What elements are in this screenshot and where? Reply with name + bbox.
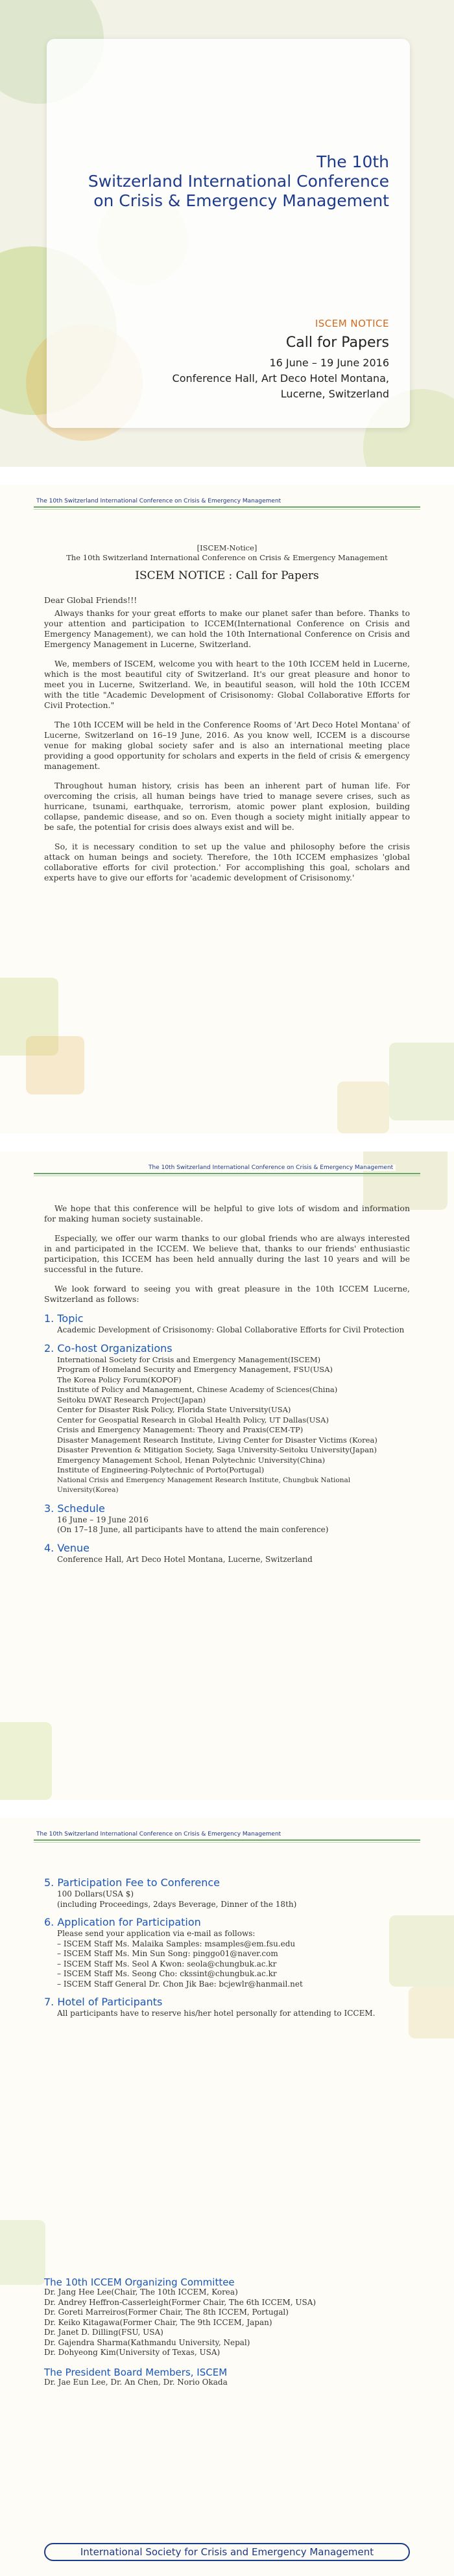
cohost-item: Disaster Management Research Institute, Living Center for Disaster Victims (Korea)	[57, 1435, 377, 1445]
header-text: The 10th Switzerland International Conference on Crisis & Emergency Management	[34, 498, 283, 504]
notice-tag	[44, 543, 410, 563]
cohost-item: Center for Geospatial Research in Global Health Policy, UT Dallas(USA)	[57, 1415, 329, 1424]
committee-member: Dr. Dohyeong Kim(University of Texas, USA)	[44, 2348, 221, 2357]
notice-heading: ISCEM NOTICE : Call for Papers	[135, 569, 319, 582]
staff-contact: – ISCEM Staff General Dr. Chon Jik Bae: bcjewlr@hanmail.net	[57, 1979, 303, 1989]
committee-member: Dr. Andrey Heffron-Casserleigh(Former Chair, The 6th ICCEM, USA)	[44, 2297, 317, 2307]
header-text: The 10th Switzerland International Conference on Crisis & Emergency Management	[146, 1164, 396, 1171]
cohost-item: Disaster Prevention & Mitigation Society, Saga University-Seitoku University(Japan)	[57, 1445, 377, 1454]
staff-contact: – ISCEM Staff Ms. Seong Cho: ckssint@chungbuk.ac.kr	[57, 1969, 277, 1978]
event-date: 16 June – 19 June 2016	[269, 357, 389, 369]
staff-contact: – ISCEM Staff Ms. Malaika Samples: msamples@em.fsu.edu	[57, 1939, 296, 1948]
cover-page	[0, 0, 454, 467]
notice-body	[44, 543, 410, 892]
decorative-square	[409, 1987, 454, 2038]
section-row: All participants have to reserve his/her hotel personally for attending to ICCEM.	[57, 2009, 376, 2018]
section-row: Academic Development of Crisisonomy: Global Collaborative Efforts for Civil Protection	[57, 1325, 405, 1334]
section-title-application: 6. Application for Participation	[44, 1916, 201, 1928]
cohost-item: The Korea Policy Forum(KOPOF)	[57, 1375, 182, 1384]
committee-member: Dr. Jang Hee Lee(Chair, The 10th ICCEM, Korea)	[44, 2287, 238, 2297]
section-title-venue: 4. Venue	[44, 1541, 90, 1554]
header-text: The 10th Switzerland International Conference on Crisis & Emergency Management	[34, 1831, 283, 1837]
committee-member: Dr. Janet D. Dilling(FSU, USA)	[44, 2328, 163, 2337]
cohost-item: Center for Disaster Risk Policy, Florida State University(USA)	[57, 1405, 291, 1414]
section-title-hotel: 7. Hotel of Participants	[44, 1996, 163, 2008]
page-header	[0, 498, 454, 515]
section-row: Please send your application via e-mail as follows:	[57, 1929, 256, 1938]
cohost-item: Emergency Management School, Henan Polytechnic University(China)	[57, 1455, 326, 1465]
paragraph: So, it is necessary condition to set up the value and philosophy before the crisis attack on human beings and society. Therefore, the 10th ICCEM emphasizes 'global collaborative efforts for civil protection.' For accomplishing this goal, scholars and experts have to give our efforts for 'academic development of Crisisonomy.'	[44, 842, 410, 882]
committee-member: Dr. Gajendra Sharma(Kathmandu University, Nepal)	[44, 2337, 250, 2347]
page-header	[0, 1164, 454, 1181]
cohost-item: Crisis and Emergency Management: Theory and Praxis(CEM-TP)	[57, 1425, 304, 1434]
notice-label: ISCEM NOTICE	[315, 318, 389, 329]
decorative-square	[337, 1081, 389, 1133]
section-row: (including Proceedings, 2days Beverage, Dinner of the 18th)	[57, 1899, 297, 1909]
section-body-application	[44, 1929, 410, 1989]
cohost-item: National Crisis and Emergency Management Research Institute, Chungbuk National University(Korea)	[57, 1476, 351, 1494]
section-title-cohosts: 2. Co-host Organizations	[44, 1341, 173, 1354]
staff-contact: – ISCEM Staff Ms. Min Sun Song: pinggo01@naver.com	[57, 1949, 278, 1958]
call-for-papers-label: Call for Papers	[285, 335, 389, 351]
page-header	[0, 1831, 454, 1848]
section-row: 100 Dollars(USA $)	[57, 1889, 134, 1898]
conference-title	[88, 152, 389, 211]
section-body-schedule	[44, 1515, 410, 1535]
paragraph: The 10th ICCEM will be held in the Conference Rooms of 'Art Deco Hotel Montana' of Lucerne, Switzerland on 16–19 June, 2016. As you know well, ICCEM is a discourse venue for making global society safer and is also an international meeting place providing a good opportunity for scholars and experts in the field of crisis & emergency management.	[44, 720, 410, 771]
committee-title: The 10th ICCEM Organizing Committee	[44, 2276, 235, 2288]
decorative-square	[0, 1722, 52, 1800]
cohost-item: Program of Homeland Security and Emergency Management, FSU(USA)	[57, 1365, 333, 1374]
decorative-square	[0, 2220, 45, 2285]
section-title-fee: 5. Participation Fee to Conference	[44, 1876, 220, 1889]
paragraph: Always thanks for your great efforts to make our planet safer than before. Thanks to your attention and participation to ICCEM(International Conference on Crisis and Emergency Management), we can hold the 10th International Conference on Crisis and Emergency Management in Lucerne, Switzerland.	[44, 608, 410, 649]
event-city: Lucerne, Switzerland	[280, 388, 389, 400]
decorative-square	[389, 1043, 454, 1120]
committee-member: Dr. Goreti Marreiros(Former Chair, The 8th ICCEM, Portugal)	[44, 2308, 289, 2317]
title-line: on Crisis & Emergency Management	[93, 191, 389, 210]
section-body-topic	[44, 1325, 410, 1336]
section-row: 16 June – 19 June 2016	[57, 1515, 149, 1524]
paragraph: We hope that this conference will be helpful to give lots of wisdom and information for making human society sustainable.	[44, 1203, 410, 1223]
section-body-cohosts	[44, 1355, 410, 1496]
board-title: The President Board Members, ISCEM	[44, 2366, 228, 2378]
section-row: Conference Hall, Art Deco Hotel Montana, Lucerne, Switzerland	[57, 1554, 313, 1564]
society-footer: International Society for Crisis and Emergency Management	[44, 2543, 410, 2561]
section-body-fee	[44, 1889, 410, 1909]
committee-member: Dr. Keiko Kitagawa(Former Chair, The 9th ICCEM, Japan)	[44, 2317, 272, 2327]
paragraph: We, members of ISCEM, welcome you with heart to the 10th ICCEM held in Lucerne, which is the most beautiful city of Switzerland. It's our great pleasure and honor to meet you in Lucerne, Switzerland. We, in beautiful season, will hold the 10th ICCEM with the title "Academic Development of Crisisonomy: Global Collaborative Efforts for Civil Protection."	[44, 659, 410, 710]
event-venue: Conference Hall, Art Deco Hotel Montana,	[172, 372, 389, 384]
event-info	[173, 355, 389, 402]
details-page	[0, 1152, 454, 1800]
cohost-item: Institute of Engineering-Polytechnic of Porto(Portugal)	[57, 1465, 265, 1474]
details-body	[44, 1203, 410, 1565]
section-body-hotel	[44, 2009, 410, 2019]
greeting: Dear Global Friends!!!	[44, 595, 137, 605]
committee-block	[44, 2272, 410, 2387]
title-line: The 10th	[317, 152, 389, 171]
paragraph: Especially, we offer our warm thanks to our global friends who are always interested in and participated in the ICCEM. We believe that, thanks to our friends' enthusiastic participation, this ICCEM has been held annually during the last 10 years and will be successful in the future.	[44, 1233, 410, 1274]
notice-tag-line: [ISCEM-Notice]	[197, 543, 257, 552]
paragraph: Throughout human history, crisis has been an inherent part of human life. For overcoming the crisis, all human beings have tried to manage severe crises, such as hurricane, tsunami, earthquake, terrorism, atomic power plant explosion, building collapse, pandemic disease, and so on. Even though a society might initially appear to be safe, the potential for crisis does always exist and will be.	[44, 781, 410, 832]
title-line: Switzerland International Conference	[88, 172, 389, 191]
notice-tag-line: The 10th Switzerland International Conference on Crisis & Emergency Management	[66, 553, 388, 562]
section-title-schedule: 3. Schedule	[44, 1502, 105, 1515]
section-row: (On 17–18 June, all participants have to attend the main conference)	[57, 1525, 329, 1534]
section-body-venue	[44, 1555, 410, 1565]
participation-page	[0, 1818, 454, 2576]
staff-contact: – ISCEM Staff Ms. Seol A Kwon: seola@chungbuk.ac.kr	[57, 1959, 277, 1968]
paragraph: We look forward to seeing you with great pleasure in the 10th ICCEM Lucerne, Switzerland as follows:	[44, 1284, 410, 1304]
cohost-item: International Society for Crisis and Emergency Management(ISCEM)	[57, 1354, 321, 1364]
notice-block	[286, 318, 389, 351]
committee-list	[44, 2287, 410, 2358]
cohost-item: Seitoku DWAT Research Project(Japan)	[57, 1395, 206, 1404]
board-members: Dr. Jae Eun Lee, Dr. An Chen, Dr. Norio Okada	[44, 2377, 228, 2387]
cohost-item: Institute of Policy and Management, Chinese Academy of Sciences(China)	[57, 1385, 338, 1394]
notice-page	[0, 485, 454, 1133]
section-title-topic: 1. Topic	[44, 1312, 84, 1325]
participation-body	[44, 1870, 410, 2019]
decorative-square	[26, 1036, 84, 1094]
